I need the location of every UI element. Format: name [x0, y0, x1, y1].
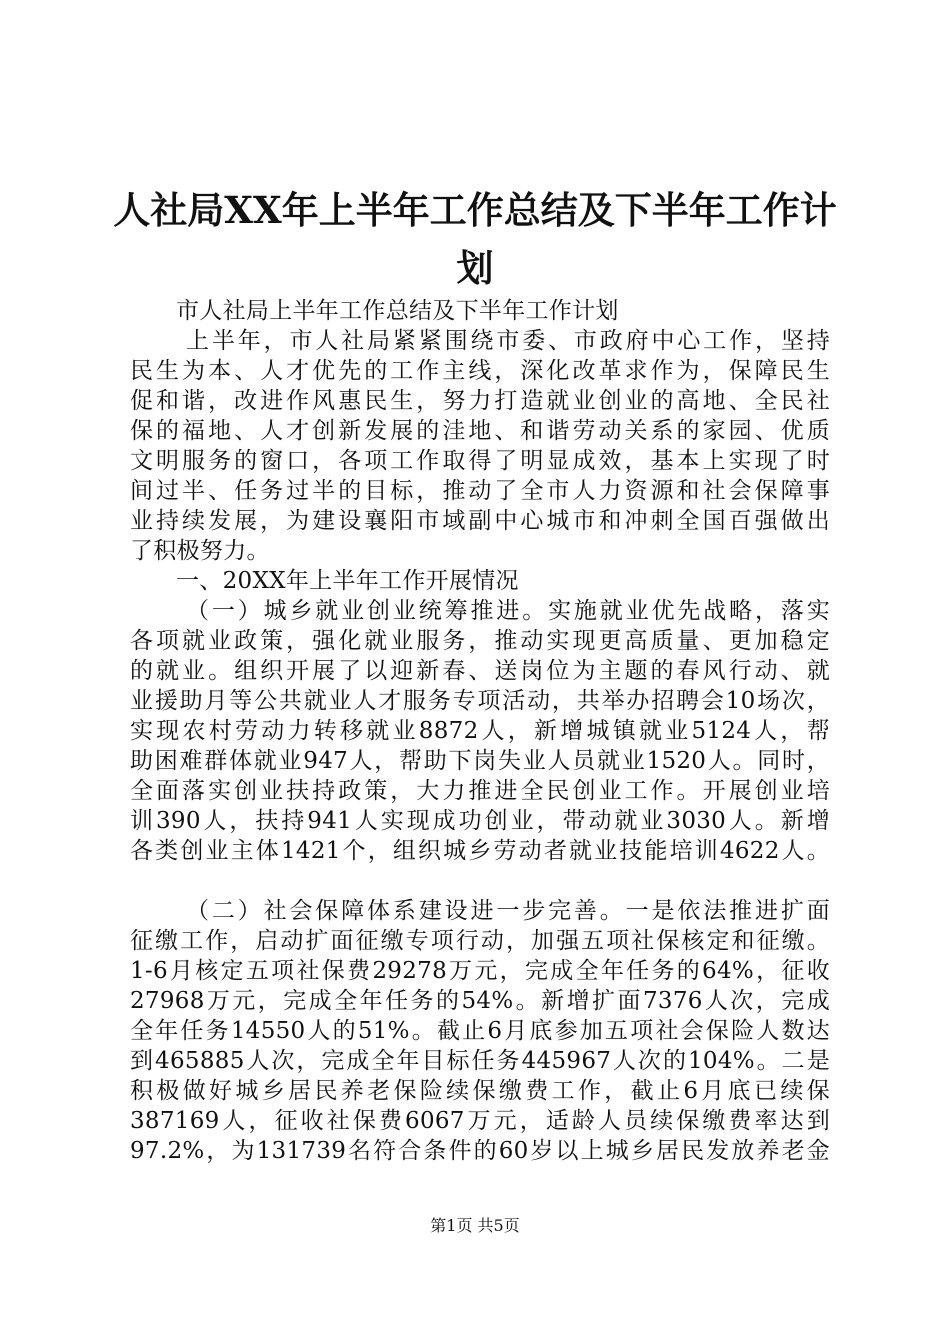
paragraph-line: 业持续发展，为建设襄阳市域副中心城市和冲刺全国百强做出: [130, 508, 830, 534]
paragraph-social-security: [130, 896, 830, 1166]
document-body: [130, 296, 830, 1166]
paragraph-line: 业援助月等公共就业人才服务专项活动，共举办招聘会10场次，: [130, 688, 830, 714]
paragraph-line: 征缴工作，启动扩面征缴专项行动，加强五项社保核定和征缴。: [130, 928, 830, 954]
paragraph-line: 了积极努力。: [130, 538, 270, 564]
paragraph-line: 各类创业主体1421个，组织城乡劳动者就业技能培训4622人。: [130, 838, 830, 864]
paragraph-line: 实现农村劳动力转移就业8872人，新增城镇就业5124人，帮: [130, 718, 830, 744]
paragraph-line: 民生为本、人才优先的工作主线，深化改革求作为，保障民生: [130, 358, 830, 384]
paragraph-line: 1-6月核定五项社保费29278万元，完成全年任务的64%，征收: [130, 958, 830, 984]
paragraph-spacer: [130, 866, 830, 896]
paragraph-line: 各项就业政策，强化就业服务，推动实现更高质量、更加稳定: [130, 628, 830, 654]
page-indicator: 第1页 共5页: [430, 1216, 520, 1235]
paragraph-line: 387169人，征收社保费6067万元，适龄人员续保缴费率达到: [130, 1108, 830, 1134]
section-heading: 一、20XX年上半年工作开展情况: [176, 568, 519, 594]
paragraph-line: 保的福地、人才创新发展的洼地、和谐劳动关系的家园、优质: [130, 418, 830, 444]
paragraph-line: 到465885人次，完成全年目标任务445967人次的104%。二是: [130, 1048, 830, 1074]
paragraph-line: （一）城乡就业创业统筹推进。实施就业优先战略，落实: [186, 598, 830, 624]
paragraph-line: 全面落实创业扶持政策，大力推进全民创业工作。开展创业培: [130, 778, 830, 804]
document-title-line-2: 划: [456, 246, 494, 290]
paragraph-line: 27968万元，完成全年任务的54%。新增扩面7376人次，完成: [130, 988, 830, 1014]
paragraph-line: 全年任务14550人的51%。截止6月底参加五项社会保险人数达: [130, 1018, 830, 1044]
paragraph-line: 的就业。组织开展了以迎新春、送岗位为主题的春风行动、就: [130, 658, 830, 684]
paragraph-line: 助困难群体就业947人，帮助下岗失业人员就业1520人。同时，: [130, 748, 830, 774]
paragraph-line: 间过半、任务过半的目标，推动了全市人力资源和社会保障事: [130, 478, 830, 504]
document-title-line-1: 人社局XX年上半年工作总结及下半年工作计: [113, 188, 837, 232]
paragraph-line: 上半年，市人社局紧紧围绕市委、市政府中心工作，坚持: [186, 328, 830, 354]
paragraph-line: 训390人，扶持941人实现成功创业，带动就业3030人。新增: [130, 808, 830, 834]
paragraph-intro: [130, 326, 830, 566]
paragraph-employment: [130, 596, 830, 866]
paragraph-line: 文明服务的窗口，各项工作取得了明显成效，基本上实现了时: [130, 448, 830, 474]
subtitle: 市人社局上半年工作总结及下半年工作计划: [176, 298, 619, 324]
paragraph-line: 积极做好城乡居民养老保险续保缴费工作，截止6月底已续保: [130, 1078, 830, 1104]
paragraph-line: 促和谐，改进作风惠民生，努力打造就业创业的高地、全民社: [130, 388, 830, 414]
paragraph-line: （二）社会保障体系建设进一步完善。一是依法推进扩面: [186, 898, 830, 924]
paragraph-line: 97.2%，为131739名符合条件的60岁以上城乡居民发放养老金: [130, 1138, 830, 1164]
